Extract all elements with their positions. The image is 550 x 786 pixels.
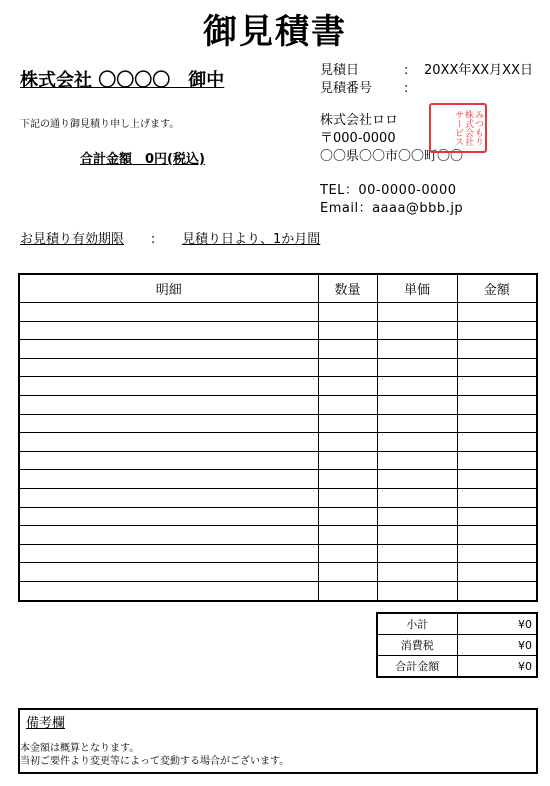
table-cell: [19, 507, 318, 526]
subtotal-row: [377, 613, 537, 635]
table-cell: [457, 340, 537, 359]
table-row: [19, 433, 537, 452]
table-cell: [457, 470, 537, 489]
table-cell: [318, 414, 377, 433]
validity-label: お見積り有効期限: [20, 232, 125, 247]
table-cell: [19, 563, 318, 582]
quote-number-sep: :: [404, 81, 409, 96]
table-cell: [377, 321, 457, 340]
table-cell: [19, 321, 318, 340]
table-row: [19, 470, 537, 489]
greeting-text: 下記の通り御見積り申し上げます。: [20, 119, 180, 130]
issuer-name: 株式会社ロロ: [320, 113, 399, 128]
table-cell: [457, 395, 537, 414]
table-cell: [377, 395, 457, 414]
subtotal-label: 小計: [377, 613, 457, 635]
table-cell: [19, 358, 318, 377]
table-cell: [318, 303, 377, 322]
table-cell: [318, 358, 377, 377]
table-cell: [377, 488, 457, 507]
total-amount-line: 合計金額 0円(税込): [80, 152, 205, 167]
table-cell: [318, 581, 377, 600]
table-cell: [19, 395, 318, 414]
company-seal-stamp: [429, 103, 487, 153]
table-cell: [377, 433, 457, 452]
table-cell: [457, 507, 537, 526]
table-cell: [377, 563, 457, 582]
header-description: 明細: [19, 274, 318, 303]
grand-total-label: 合計金額: [377, 656, 457, 678]
table-cell: [457, 488, 537, 507]
table-cell: [457, 581, 537, 600]
remarks-line: 当初ご要件より変更等によって変動する場合がございます。: [20, 756, 290, 767]
table-cell: [19, 581, 318, 600]
table-cell: [19, 303, 318, 322]
table-cell: [377, 581, 457, 600]
table-row: [19, 377, 537, 396]
table-row: [19, 321, 537, 340]
validity-value: 見積り日より、1か月間: [182, 232, 321, 247]
table-cell: [318, 321, 377, 340]
table-header-row: [19, 274, 537, 303]
table-cell: [318, 526, 377, 545]
issuer-tel: TEL：00-0000-0000: [320, 183, 457, 198]
remarks-box: [18, 708, 538, 774]
table-cell: [318, 507, 377, 526]
table-row: [19, 507, 537, 526]
table-row: [19, 488, 537, 507]
quote-number-label: 見積番号: [320, 81, 373, 96]
table-cell: [318, 377, 377, 396]
table-cell: [19, 414, 318, 433]
quote-date-value: 20XX年XX月XX日: [424, 63, 533, 78]
table-row: [19, 581, 537, 600]
table-cell: [19, 433, 318, 452]
table-cell: [377, 377, 457, 396]
table-cell: [19, 544, 318, 563]
line-items-table: [18, 273, 538, 602]
header-unit-price: 単価: [377, 274, 457, 303]
table-cell: [377, 358, 457, 377]
quote-date-row: [320, 62, 533, 80]
table-cell: [318, 395, 377, 414]
table-row: [19, 395, 537, 414]
validity-row: [20, 228, 320, 247]
tax-label: 消費税: [377, 635, 457, 656]
table-row: [19, 451, 537, 470]
issuer-contact: [320, 182, 463, 218]
issuer-email: Email：aaaa@bbb.jp: [320, 201, 464, 216]
table-cell: [318, 340, 377, 359]
remarks-title: 備考欄: [26, 716, 66, 731]
table-row: [19, 563, 537, 582]
header-amount: 金額: [457, 274, 537, 303]
quote-date-label: 見積日: [320, 63, 360, 78]
table-cell: [19, 377, 318, 396]
quote-number-row: [320, 80, 424, 98]
table-cell: [19, 340, 318, 359]
table-row: [19, 303, 537, 322]
tax-value: ¥0: [457, 635, 537, 656]
table-cell: [318, 563, 377, 582]
table-cell: [377, 507, 457, 526]
table-cell: [318, 433, 377, 452]
table-cell: [457, 321, 537, 340]
issuer-postal: 〒000-0000: [320, 131, 396, 146]
table-cell: [457, 451, 537, 470]
subtotal-value: ¥0: [457, 613, 537, 635]
summary-table: [376, 612, 538, 678]
table-row: [19, 340, 537, 359]
table-cell: [377, 414, 457, 433]
table-row: [19, 526, 537, 545]
table-cell: [318, 451, 377, 470]
table-cell: [377, 451, 457, 470]
table-cell: [19, 451, 318, 470]
client-name: 株式会社 〇〇〇〇 御中: [20, 70, 225, 91]
table-cell: [318, 470, 377, 489]
header-quantity: 数量: [318, 274, 377, 303]
table-cell: [19, 470, 318, 489]
quote-date-sep: :: [404, 63, 409, 78]
table-cell: [457, 526, 537, 545]
grand-total-value: ¥0: [457, 656, 537, 678]
table-cell: [457, 358, 537, 377]
remarks-line: 本金額は概算となります。: [20, 743, 140, 754]
table-row: [19, 414, 537, 433]
table-cell: [377, 544, 457, 563]
issuer-address: 〇〇県〇〇市〇〇町〇〇: [320, 149, 464, 164]
tax-row: [377, 635, 537, 656]
table-cell: [318, 544, 377, 563]
remarks-body: [20, 742, 289, 768]
validity-sep: :: [150, 232, 156, 247]
table-cell: [457, 303, 537, 322]
table-cell: [377, 526, 457, 545]
table-cell: [318, 488, 377, 507]
document-title: 御見積書: [203, 12, 347, 52]
table-cell: [457, 377, 537, 396]
table-cell: [19, 526, 318, 545]
table-cell: [377, 303, 457, 322]
table-cell: [457, 414, 537, 433]
table-row: [19, 544, 537, 563]
table-cell: [457, 544, 537, 563]
table-cell: [377, 470, 457, 489]
table-cell: [457, 433, 537, 452]
table-cell: [377, 340, 457, 359]
table-cell: [19, 488, 318, 507]
grand-total-row: [377, 656, 537, 678]
seal-text: みつもり株式会社サービス: [453, 110, 483, 146]
table-row: [19, 358, 537, 377]
table-cell: [457, 563, 537, 582]
